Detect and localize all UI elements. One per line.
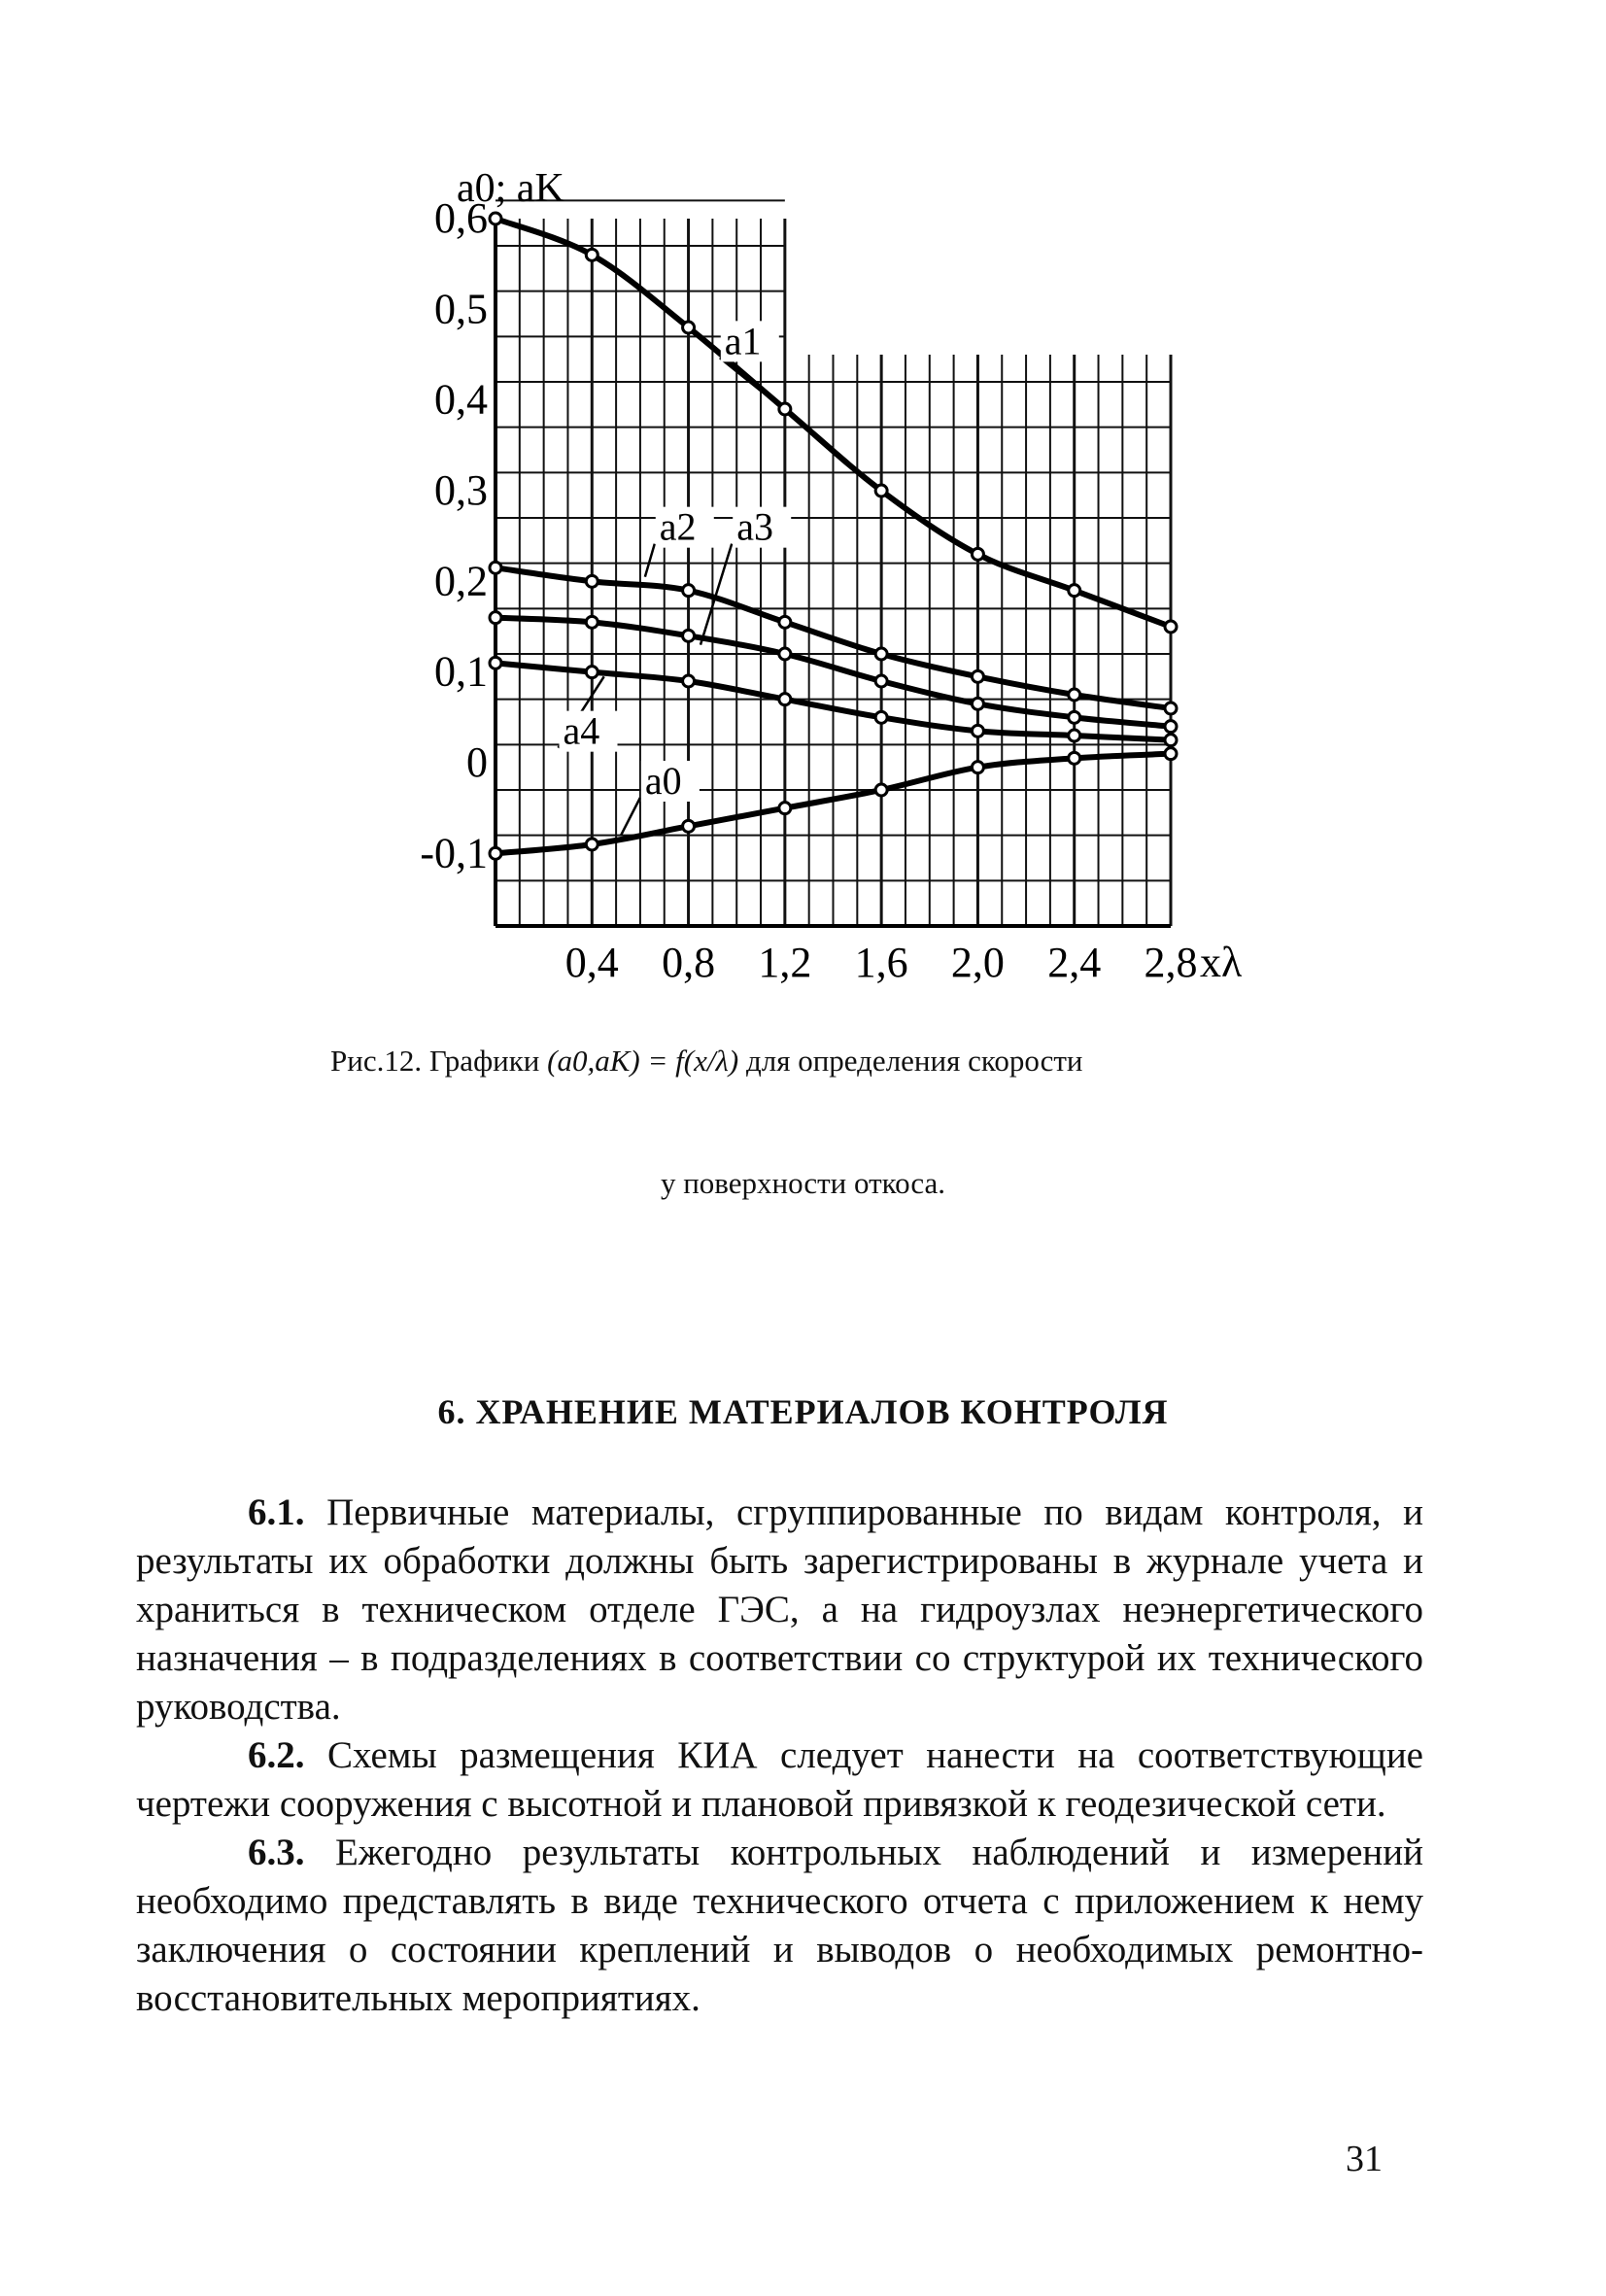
series-leader-a2 [645, 544, 655, 577]
paragraph-text: Первичные материалы, сгруппированные по видам контроля, и результаты их обработки должны быть зарегистрированы в журнале учета и храниться в техническом отделе ГЭС, а на гидроузлах неэнергетического назначения – в подразделениях в соответствии со структурой их технического руководства. [136, 1491, 1423, 1728]
series-label-a0: a0 [644, 759, 682, 803]
data-point-a4 [875, 711, 887, 723]
paragraph-6-3 [136, 1829, 1423, 2023]
figure-caption [330, 1042, 1321, 1080]
data-point-a4 [586, 667, 598, 678]
data-point-a4 [779, 694, 791, 705]
data-point-a0 [490, 847, 501, 859]
x-tick-label: 1,2 [758, 939, 812, 986]
data-point-a2 [972, 670, 983, 682]
y-tick-label: 0,2 [434, 557, 488, 605]
data-point-a3 [586, 616, 598, 628]
data-point-a1 [875, 485, 887, 497]
series-label-a4: a4 [563, 708, 600, 753]
data-point-a0 [683, 820, 695, 832]
caption-prefix: Рис.12. Графики [330, 1044, 540, 1078]
data-point-a4 [972, 725, 983, 737]
data-point-a4 [490, 657, 501, 668]
data-point-a0 [1165, 748, 1177, 760]
x-tick-label: 2,8 [1144, 939, 1198, 986]
paragraph-number: 6.2. [248, 1734, 305, 1776]
section-body [136, 1489, 1423, 2023]
data-point-a1 [683, 322, 695, 333]
y-tick-label: 0 [466, 738, 488, 786]
data-point-a1 [490, 213, 501, 224]
series-label-a3: a3 [736, 504, 773, 549]
data-point-a0 [972, 762, 983, 773]
page-number: 31 [1346, 2139, 1383, 2179]
paragraph-number: 6.3. [248, 1832, 305, 1873]
data-point-a0 [875, 784, 887, 796]
data-point-a1 [1165, 621, 1177, 633]
series-label-a2: a2 [659, 504, 697, 549]
data-point-a0 [1069, 752, 1080, 764]
paragraph-number: 6.1. [248, 1491, 305, 1533]
section-heading: 6. ХРАНЕНИЕ МАТЕРИАЛОВ КОНТРОЛЯ [437, 1392, 1169, 1431]
y-tick-label: -0,1 [420, 829, 488, 877]
series-leader-a1 [720, 358, 761, 391]
data-point-a1 [972, 548, 983, 560]
data-point-a3 [779, 648, 791, 660]
data-point-a2 [586, 575, 598, 587]
y-axis-label: a0; aK [457, 166, 564, 211]
x-tick-label: 0,4 [564, 939, 619, 986]
data-point-a1 [779, 403, 791, 415]
data-point-a3 [1165, 721, 1177, 733]
data-point-a3 [1069, 711, 1080, 723]
caption-line-2: у поверхности откоса. [660, 1166, 946, 1200]
data-point-a0 [586, 839, 598, 850]
series-leader-a0 [621, 798, 640, 836]
y-tick-label: 0,1 [434, 647, 488, 696]
data-point-a2 [1165, 703, 1177, 714]
x-axis-label: xλ [1200, 939, 1243, 986]
series-label-a1: a1 [724, 319, 762, 363]
y-tick-label: 0,3 [434, 466, 488, 514]
y-tick-label: 0,4 [434, 375, 488, 424]
data-point-a3 [683, 630, 695, 641]
data-point-a3 [972, 698, 983, 709]
data-point-a0 [779, 803, 791, 814]
data-point-a1 [1069, 585, 1080, 597]
caption-suffix: для определения скорости [745, 1044, 1083, 1078]
chart-figure [0, 0, 1606, 1049]
chart-grid [495, 200, 1171, 926]
data-point-a2 [875, 648, 887, 660]
x-tick-label: 2,4 [1047, 939, 1102, 986]
y-tick-label: 0,6 [434, 194, 488, 242]
data-point-a2 [779, 616, 791, 628]
data-point-a4 [683, 675, 695, 687]
x-tick-label: 0,8 [662, 939, 716, 986]
data-point-a1 [586, 249, 598, 260]
paragraph-text: Ежегодно результаты контрольных наблюдений и измерений необходимо представлять в виде технического отчета с приложением к нему заключения о состоянии креплений и выводов о необходимых ремонтно-восстановительных мероприятиях. [136, 1832, 1424, 2019]
data-point-a3 [875, 675, 887, 687]
data-point-a4 [1069, 730, 1080, 741]
x-tick-label: 2,0 [950, 939, 1005, 986]
data-point-a3 [490, 612, 501, 624]
caption-formula: (a0,aK) = f(x/λ) [547, 1044, 739, 1078]
x-tick-label: 1,6 [854, 939, 908, 986]
paragraph-6-1 [136, 1489, 1423, 1731]
data-point-a2 [683, 585, 695, 597]
data-point-a2 [490, 562, 501, 573]
data-point-a4 [1165, 735, 1177, 746]
paragraph-text: Схемы размещения КИА следует нанести на соответствующие чертежи сооружения с высотной и плановой привязкой к геодезической сети. [136, 1734, 1423, 1825]
paragraph-6-2 [136, 1731, 1423, 1829]
y-tick-label: 0,5 [434, 285, 488, 333]
data-point-a2 [1069, 689, 1080, 701]
